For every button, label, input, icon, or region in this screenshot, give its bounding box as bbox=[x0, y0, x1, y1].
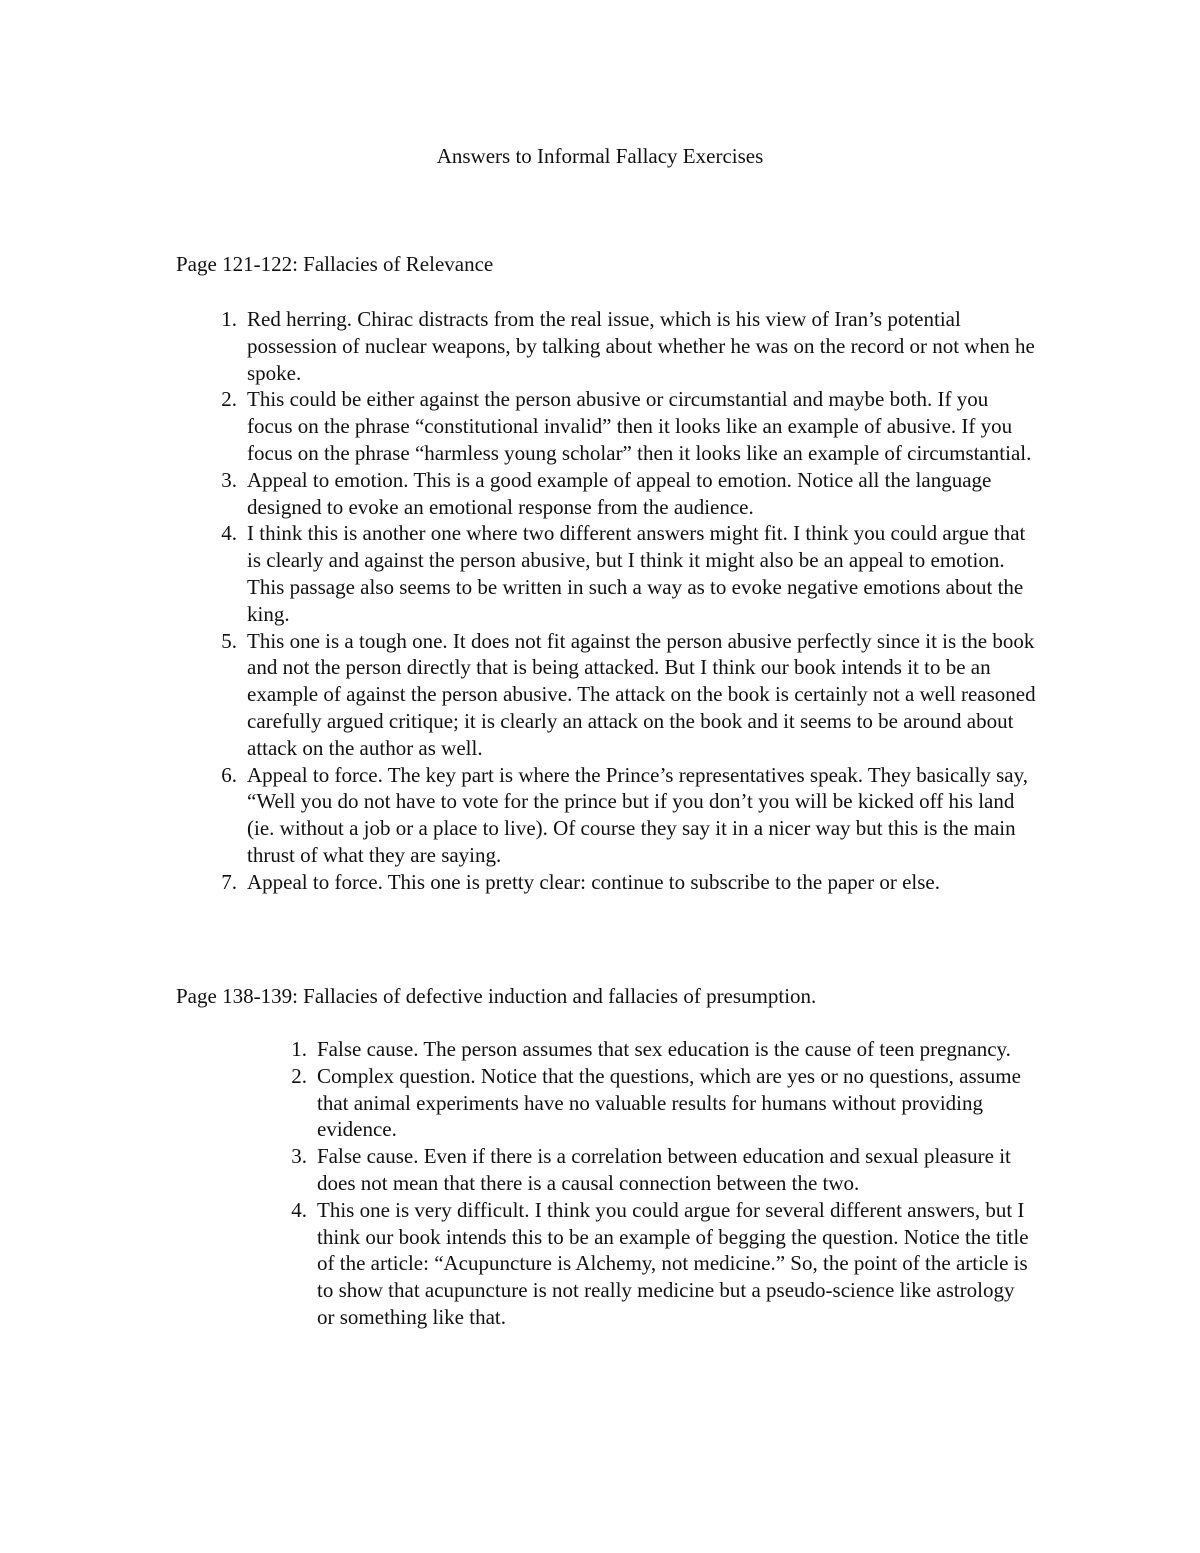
item-number: 1. bbox=[221, 307, 237, 331]
item-number: 6. bbox=[221, 762, 237, 787]
list-item bbox=[207, 467, 1037, 521]
item-number: 5. bbox=[221, 628, 237, 653]
item-text: This could be either against the person abusive or circumstantial and maybe both. If you focus on the phrase “constitutional invalid” then it looks like an example of abusive. If you focus on the phrase “harmless young scholar” then it looks like an example of circumstantial. bbox=[247, 387, 1032, 465]
item-number: 2. bbox=[291, 1063, 307, 1088]
list-item bbox=[207, 520, 1037, 627]
item-text: Complex question. Notice that the questions, which are yes or no questions, assume that animal experiments have no valuable results for humans without providing evidence. bbox=[317, 1063, 1021, 1142]
item-number: 2. bbox=[221, 387, 237, 412]
item-text: Appeal to force. This one is pretty clear: continue to subscribe to the paper or else. bbox=[247, 869, 940, 894]
item-text: Red herring. Chirac distracts from the real issue, which is his view of Iran’s potential possession of nuclear weapons, by talking about whether he was on the record or not when he spoke. bbox=[247, 307, 1035, 385]
section-heading-relevance: Page 121-122: Fallacies of Relevance bbox=[176, 252, 494, 276]
item-text: Appeal to force. The key part is where the Prince’s representatives speak. They basically say, “Well you do not have to vote for the prince but if you don’t you will be kicked off his land (ie. without a job or a place to live). Of course they say it in a nicer way but this is the main thrust of what they are saying. bbox=[247, 762, 1028, 867]
list-item bbox=[277, 1143, 1037, 1197]
item-text: I think this is another one where two different answers might fit. I think you could argue that is clearly and against the person abusive, but I think it might also be an appeal to emotion. This passage also seems to be written in such a way as to evoke negative emotions about the king. bbox=[247, 521, 1026, 626]
answer-list-induction-presumption bbox=[277, 1036, 1037, 1331]
item-number: 1. bbox=[291, 1037, 307, 1061]
list-item bbox=[207, 762, 1037, 869]
item-text: This one is a tough one. It does not fit against the person abusive perfectly since it is the book and not the person directly that is being attacked. But I think our book intends it to be an example of against the person abusive. The attack on the book is certainly not a well reasoned carefully argued critique; it is clearly an attack on the book and it seems to be around about attack on the author as well. bbox=[247, 628, 1036, 760]
item-number: 3. bbox=[291, 1144, 307, 1169]
item-text: False cause. Even if there is a correlation between education and sexual pleasure it does not mean that there is a causal connection between the two. bbox=[317, 1144, 1011, 1195]
item-number: 3. bbox=[221, 467, 237, 492]
item-text: Appeal to emotion. This is a good example of appeal to emotion. Notice all the language designed to evoke an emotional response from the audience. bbox=[247, 467, 992, 519]
list-item bbox=[277, 1197, 1037, 1331]
list-item bbox=[277, 1036, 1037, 1063]
list-item bbox=[277, 1063, 1037, 1143]
item-number: 4. bbox=[291, 1197, 307, 1222]
list-item bbox=[207, 869, 1037, 896]
item-text: False cause. The person assumes that sex education is the cause of teen pregnancy. bbox=[317, 1037, 1011, 1061]
answer-list-relevance bbox=[207, 306, 1037, 896]
list-item bbox=[207, 628, 1037, 762]
list-item bbox=[207, 386, 1037, 466]
list-item bbox=[207, 306, 1037, 386]
document-title: Answers to Informal Fallacy Exercises bbox=[436, 144, 764, 168]
item-number: 7. bbox=[221, 869, 237, 894]
item-number: 4. bbox=[221, 521, 237, 546]
item-text: This one is very difficult. I think you could argue for several different answers, but I think our book intends this to be an example of begging the question. Notice the title of the article: “Acupuncture is Alchemy, not medicine.” So, the point of the article is to show that acupuncture is not really medicine but a pseudo-science like astrology or something like that. bbox=[317, 1197, 1029, 1329]
section-heading-induction-presumption: Page 138-139: Fallacies of defective induction and fallacies of presumption. bbox=[176, 984, 817, 1008]
